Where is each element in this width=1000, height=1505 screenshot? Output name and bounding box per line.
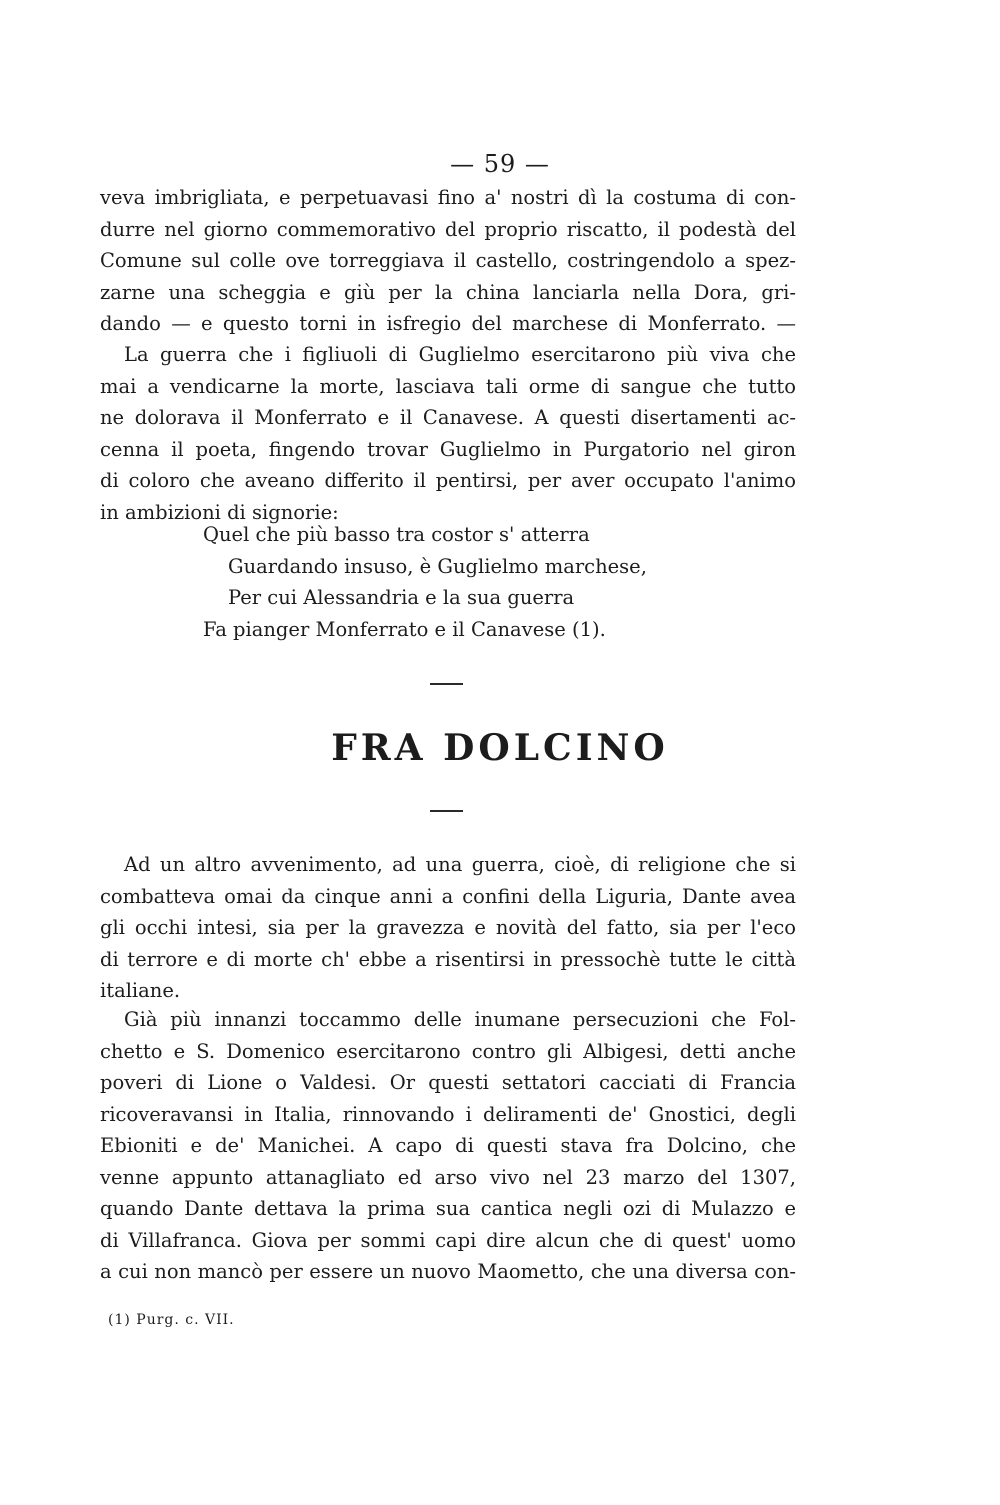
verse-line: Quel che più basso tra costor s' atterra bbox=[203, 523, 590, 546]
text-line: gli occhi intesi, sia per la gravezza e novità del fatto, sia per l'eco bbox=[100, 916, 796, 939]
text-line: mai a vendicarne la morte, lasciava tali orme di sangue che tutto bbox=[100, 374, 796, 398]
text-line: a cui non mancò per essere un nuovo Maometto, che una diversa con- bbox=[100, 1260, 796, 1283]
text-line: italiane. bbox=[100, 979, 181, 1002]
verse-line: Guardando insuso, è Guglielmo marchese, bbox=[228, 555, 647, 578]
text-line: La guerra che i figliuoli di Guglielmo esercitarono più viva che bbox=[124, 343, 796, 366]
text-line: di coloro che aveano differito il pentirsi, per aver occupato l'animo bbox=[100, 469, 796, 492]
verse-line: Per cui Alessandria e la sua guerra bbox=[228, 586, 575, 609]
paragraph-avvenimento bbox=[100, 849, 796, 1007]
text-line: chetto e S. Domenico esercitarono contro gli Albigesi, detti anche bbox=[100, 1039, 796, 1063]
paragraph-guerra bbox=[100, 339, 796, 528]
text-line: di terrore e di morte ch' ebbe a risentirsi in pressochè tutte le città bbox=[100, 947, 796, 971]
section-divider-top bbox=[430, 683, 463, 685]
text-line: ne dolorava il Monferrato e il Canavese. A questi disertamenti ac- bbox=[100, 406, 796, 429]
page-number: — 59 — bbox=[450, 150, 550, 178]
text-line: Già più innanzi toccammo delle inumane persecuzioni che Fol- bbox=[124, 1008, 796, 1031]
text-line: Ad un altro avvenimento, ad una guerra, cioè, di religione che si bbox=[124, 853, 796, 876]
text-line: ricoveravansi in Italia, rinnovando i deliramenti de' Gnostici, degli bbox=[100, 1102, 796, 1126]
verse-line: Fa pianger Monferrato e il Canavese (1). bbox=[203, 618, 606, 641]
text-line: zarne una scheggia e giù per la china lanciarla nella Dora, gri- bbox=[100, 280, 796, 304]
section-divider-bottom bbox=[430, 810, 463, 812]
text-line: Comune sul colle ove torreggiava il castello, costringendolo a spez- bbox=[100, 249, 796, 272]
text-line: combatteva omai da cinque anni a confini della Liguria, Dante avea bbox=[100, 884, 796, 908]
text-line: durre nel giorno commemorativo del proprio riscatto, il podestà del bbox=[100, 217, 796, 241]
footnote: (1) Purg. c. VII. bbox=[108, 1312, 235, 1328]
section-title: FRA DOLCINO bbox=[331, 727, 669, 769]
text-line: Ebioniti e de' Manichei. A capo di questi stava fra Dolcino, che bbox=[100, 1134, 796, 1157]
text-line: in ambizioni di signorie: bbox=[100, 500, 339, 524]
paragraph-persecuzioni bbox=[100, 1004, 796, 1288]
text-line: dando — e questo torni in isfregio del marchese di Monferrato. — bbox=[100, 312, 796, 335]
paragraph-continuation bbox=[100, 182, 796, 340]
text-line: poveri di Lione o Valdesi. Or questi settatori cacciati di Francia bbox=[100, 1071, 796, 1094]
text-line: cenna il poeta, fingendo trovar Guglielmo in Purgatorio nel giron bbox=[100, 437, 796, 461]
text-line: quando Dante dettava la prima sua cantica negli ozi di Mulazzo e bbox=[100, 1197, 796, 1220]
text-line: venne appunto attanagliato ed arso vivo nel 23 marzo del 1307, bbox=[100, 1165, 796, 1189]
text-line: di Villafranca. Giova per sommi capi dire alcun che di quest' uomo bbox=[100, 1228, 796, 1252]
text-line: veva imbrigliata, e perpetuavasi fino a' nostri dì la costuma di con- bbox=[100, 186, 796, 209]
